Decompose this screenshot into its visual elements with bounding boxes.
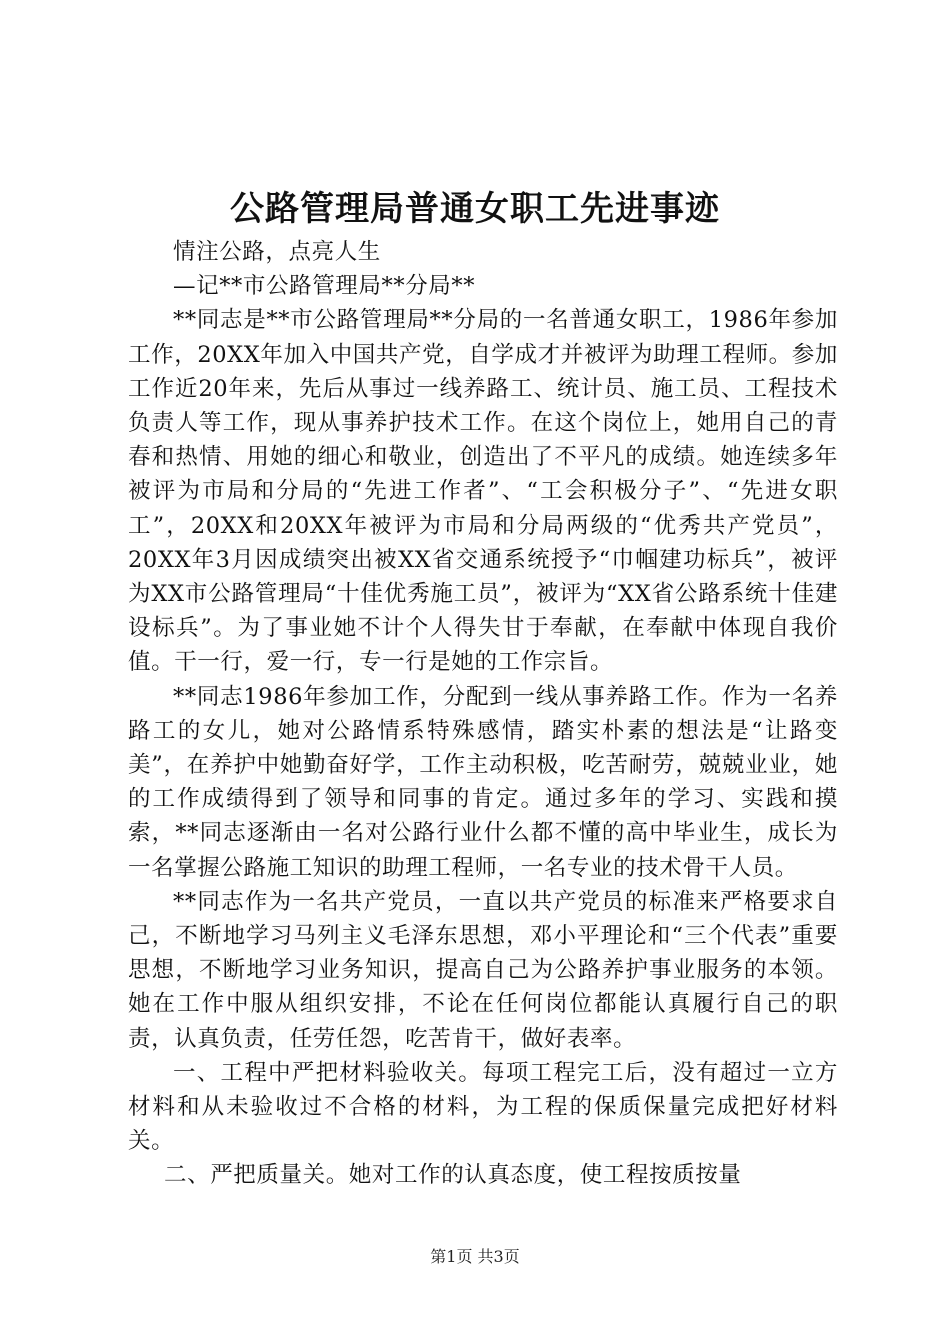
document-byline: —记**市公路管理局**分局** — [173, 273, 476, 300]
paragraph-1: **同志是**市公路管理局**分局的一名普通女职工，1986年参加工作，20XX年加入中国共产党，自学成才并被评为助理工程师。参加工作近20年来，先后从事过一线养路工、统计员、施工员、工程技术负责人等工作，现从事养护技术工作。在这个岗位上，她用自己的青春和热情、用她的细心和敬业，创造出了不平凡的成绩。她连续多年被评为市局和分局的“先进工作者”、“工会积极分子”、“先进女职工”，20XX和20XX年被评为市局和分局两级的“优秀共产党员”，20XX年3月因成绩突出被XX省交通系统授予“巾帼建功标兵”，被评为XX市公路管理局“十佳优秀施工员”，被评为“XX省公路系统十佳建设标兵”。为了事业她不计个人得失甘于奉献，在奉献中体现自我价值。干一行，爱一行，专一行是她的工作宗旨。 — [128, 307, 838, 676]
paragraph-5: 二、严把质量关。她对工作的认真态度，使工程按质按量 — [164, 1162, 742, 1189]
document-body — [128, 235, 838, 1193]
document-title: 公路管理局普通女职工先进事迹 — [230, 189, 720, 229]
page-number-footer: 第1页 共3页 — [430, 1247, 520, 1266]
paragraph-3: **同志作为一名共产党员，一直以共产党员的标准来严格要求自己，不断地学习马列主义毛泽东思想，邓小平理论和“三个代表”重要思想，不断地学习业务知识，提高自己为公路养护事业服务的本领。她在工作中服从组织安排，不论在任何岗位都能认真履行自己的职责，认真负责，任劳任怨，吃苦肯干，做好表率。 — [128, 888, 838, 1052]
paragraph-2: **同志1986年参加工作，分配到一线从事养路工作。作为一名养路工的女儿，她对公路情系特殊感情，踏实朴素的想法是“让路变美”，在养护中她勤奋好学，工作主动积极，吃苦耐劳，兢兢业业，她的工作成绩得到了领导和同事的肯定。通过多年的学习、实践和摸索，**同志逐渐由一名对公路行业什么都不懂的高中毕业生，成长为一名掌握公路施工知识的助理工程师，一名专业的技术骨干人员。 — [128, 683, 838, 881]
document-subtitle: 情注公路，点亮人生 — [173, 239, 381, 265]
paragraph-4: 一、工程中严把材料验收关。每项工程完工后，没有超过一立方材料和从未验收过不合格的材料，为工程的保质保量完成把好材料关。 — [128, 1059, 838, 1155]
